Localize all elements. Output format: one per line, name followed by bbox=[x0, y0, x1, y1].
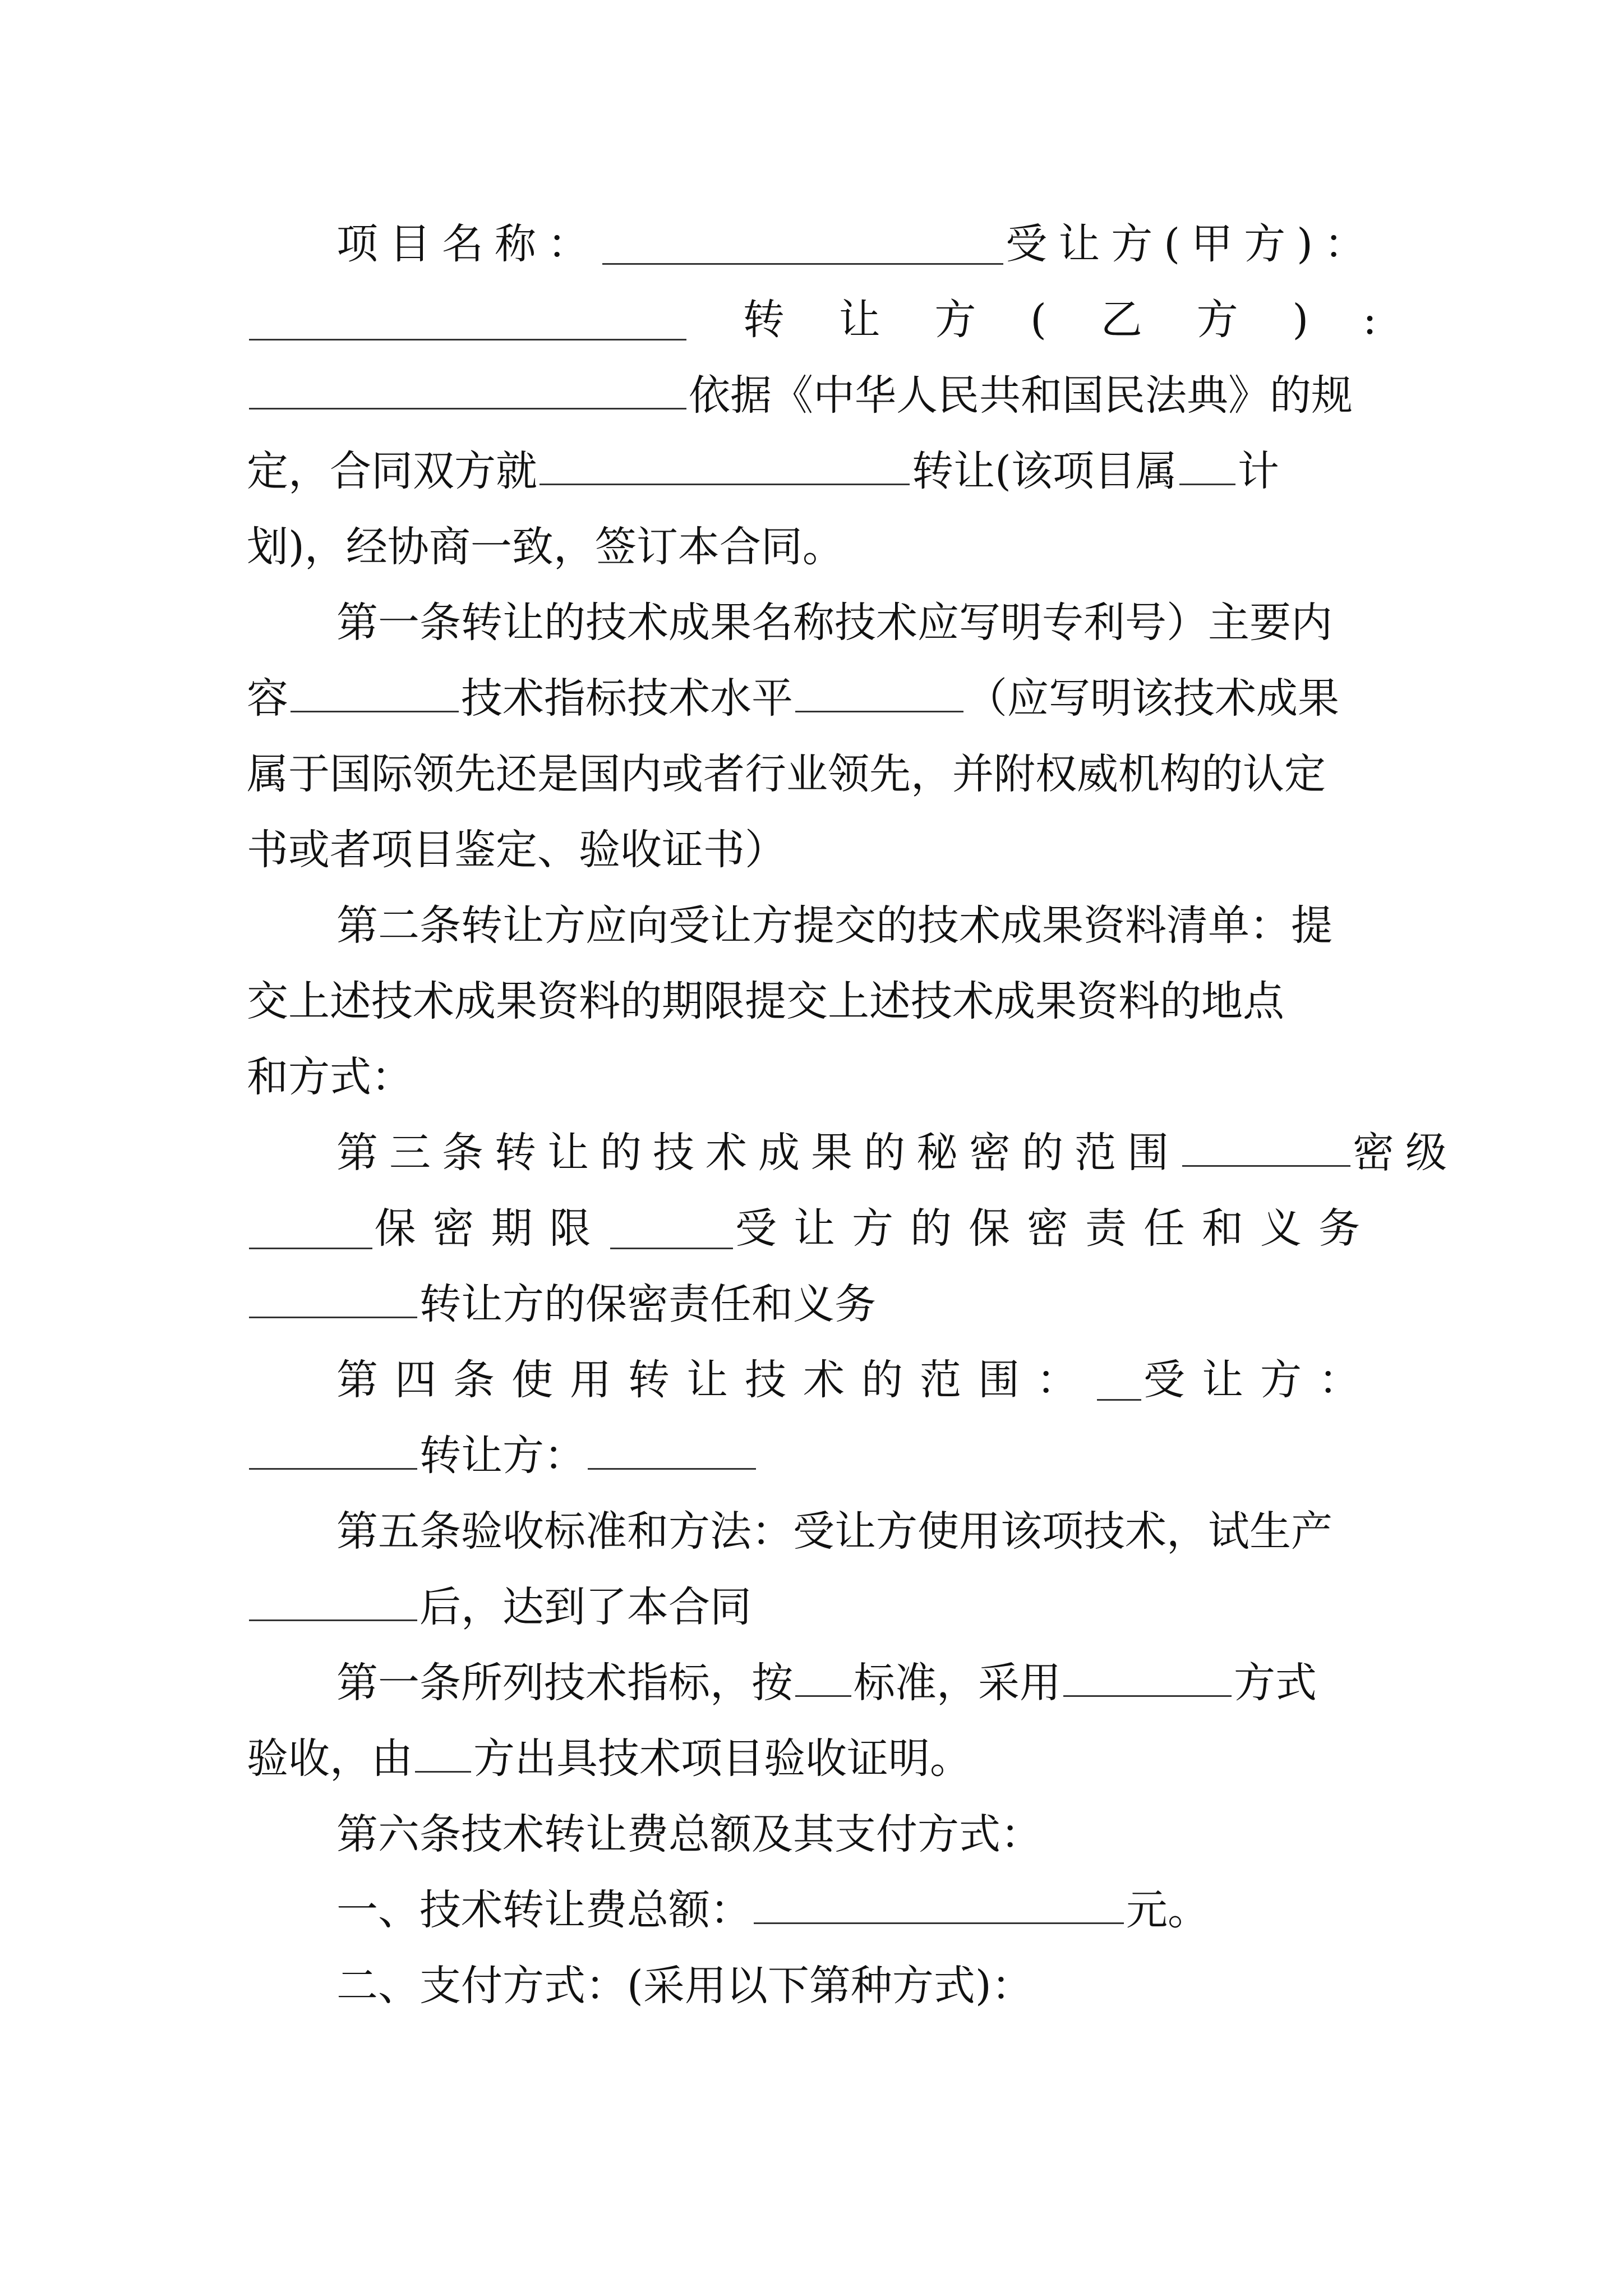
blank-project-name bbox=[602, 224, 1003, 265]
blank-party bbox=[415, 1732, 471, 1773]
text-transferee-duty: 受让方的保密责任和义务 bbox=[735, 1204, 1377, 1253]
line-parties bbox=[247, 440, 1377, 502]
blank-transferor-usage bbox=[588, 1429, 756, 1470]
text-article-1-note: 属于国际领先还是国内或者行业领先，并附权威机构的认定 bbox=[247, 750, 1326, 798]
char-yi: 乙 bbox=[1100, 296, 1142, 344]
text-article-3: 第三条转让的技术成果的秘密的范围 bbox=[336, 1129, 1180, 1177]
blank-secret-period bbox=[610, 1208, 734, 1249]
text-article-5-cont: 后，达到了本合同 bbox=[419, 1583, 751, 1631]
text-payment-method: 二、支付方式：(采用以下第种方式)： bbox=[336, 1962, 1033, 2010]
line-article-4-cont bbox=[247, 1425, 1377, 1487]
line-total-fee bbox=[336, 1879, 1377, 1941]
text-tech-level-note: （应写明该技术成果 bbox=[966, 674, 1339, 723]
char-fang: 方 bbox=[934, 296, 976, 344]
text-transfer-belongs: 转让(该项目属 bbox=[912, 447, 1177, 495]
text-secret-period: 保密期限 bbox=[374, 1204, 608, 1253]
blank-plan bbox=[1179, 444, 1235, 485]
blank-tech-level bbox=[795, 671, 963, 712]
line-article-4 bbox=[336, 1349, 1377, 1411]
char-colon: : bbox=[1363, 296, 1377, 344]
blank-transferee-usage bbox=[249, 1429, 417, 1470]
text-article-5: 第五条验收标准和方法：受让方使用该项技术，试生产 bbox=[336, 1507, 1332, 1556]
line-article-1-content bbox=[247, 668, 1377, 729]
line-article-5-cont bbox=[247, 1576, 1377, 1638]
text-transferor-duty: 转让方的保密责任和义务 bbox=[419, 1280, 876, 1328]
text-agreement: 划)，经协商一致，签订本合同。 bbox=[247, 523, 844, 571]
blank-secret-level bbox=[249, 1208, 372, 1249]
char-rang: 让 bbox=[838, 296, 880, 344]
text-article-2: 第二条转让方应向受让方提交的技术成果资料清单：提 bbox=[336, 901, 1332, 950]
line-article-3-cont bbox=[247, 1198, 1377, 1259]
blank-usage-scope bbox=[1097, 1360, 1141, 1401]
line-transferor bbox=[247, 289, 1377, 351]
text-article-4: 第四条使用转让技术的范围： bbox=[336, 1356, 1095, 1404]
line-article-1 bbox=[336, 592, 1377, 654]
text-standard: 标准，采用 bbox=[854, 1659, 1061, 1707]
text-article-2-end: 和方式： bbox=[247, 1053, 413, 1101]
char-lparen: ( bbox=[1030, 296, 1046, 344]
text-transferor-label: 转让方： bbox=[419, 1432, 585, 1480]
text-total-fee: 一、技术转让费总额： bbox=[336, 1886, 751, 1934]
line-article-1-end bbox=[247, 819, 1377, 881]
line-article-2-cont bbox=[247, 970, 1377, 1032]
line-article-2 bbox=[336, 895, 1377, 956]
label-transferee: 受让方(甲方)： bbox=[1006, 220, 1377, 268]
line-project-name bbox=[336, 213, 1377, 275]
text-article-6: 第六条技术转让费总额及其支付方式： bbox=[336, 1810, 1042, 1858]
text-article-1: 第一条转让的技术成果名称技术应写明专利号）主要内 bbox=[336, 599, 1332, 647]
line-article-5 bbox=[336, 1501, 1377, 1562]
text-certificate: 方出具技术项目验收证明。 bbox=[473, 1734, 971, 1783]
blank-transferee bbox=[249, 300, 686, 341]
text-acceptance-by: 验收，由 bbox=[247, 1734, 413, 1783]
text-acceptance: 第一条所列技术指标，按 bbox=[336, 1659, 793, 1707]
text-parties: 定，合同双方就 bbox=[247, 447, 537, 495]
text-article-2-cont: 交上述技术成果资料的期限提交上述技术成果资料的地点 bbox=[247, 977, 1284, 1025]
char-fang2: 方 bbox=[1196, 296, 1238, 344]
line-acceptance bbox=[336, 1652, 1377, 1714]
char-rparen: ) bbox=[1292, 296, 1309, 344]
blank-transferor bbox=[249, 369, 686, 409]
line-article-1-note bbox=[247, 743, 1377, 805]
text-legal-basis: 依据《中华人民共和国民法典》的规 bbox=[689, 371, 1353, 420]
line-article-2-end bbox=[247, 1046, 1377, 1108]
blank-transferee-duty bbox=[249, 1277, 417, 1318]
line-acceptance-cont bbox=[247, 1728, 1377, 1789]
line-article-3 bbox=[336, 1122, 1458, 1184]
blank-subject bbox=[540, 444, 910, 485]
blank-secret-scope bbox=[1182, 1126, 1350, 1167]
text-article-1-end: 书或者项目鉴定、验收证书） bbox=[247, 826, 786, 874]
text-yuan: 元。 bbox=[1126, 1886, 1209, 1934]
blank-standard bbox=[795, 1656, 851, 1697]
text-plan: 计 bbox=[1237, 447, 1279, 495]
label-project-name: 项目名称： bbox=[336, 220, 600, 268]
line-article-6 bbox=[336, 1803, 1377, 1865]
line-legal-basis bbox=[247, 365, 1377, 426]
blank-total-fee bbox=[754, 1883, 1124, 1924]
text-secret-level: 密级 bbox=[1353, 1129, 1458, 1177]
line-article-3-end bbox=[247, 1273, 1377, 1335]
line-payment-method bbox=[336, 1955, 1377, 2017]
line-agreement bbox=[247, 516, 1377, 578]
text-transferee-label: 受让方： bbox=[1144, 1356, 1377, 1404]
blank-content bbox=[291, 671, 459, 712]
char-zhuan: 转 bbox=[743, 296, 785, 344]
text-method: 方式 bbox=[1234, 1659, 1317, 1707]
text-content: 容 bbox=[247, 674, 288, 723]
blank-method bbox=[1063, 1656, 1232, 1697]
text-tech-index: 技术指标技术水平 bbox=[461, 674, 793, 723]
blank-trial-period bbox=[249, 1580, 417, 1621]
